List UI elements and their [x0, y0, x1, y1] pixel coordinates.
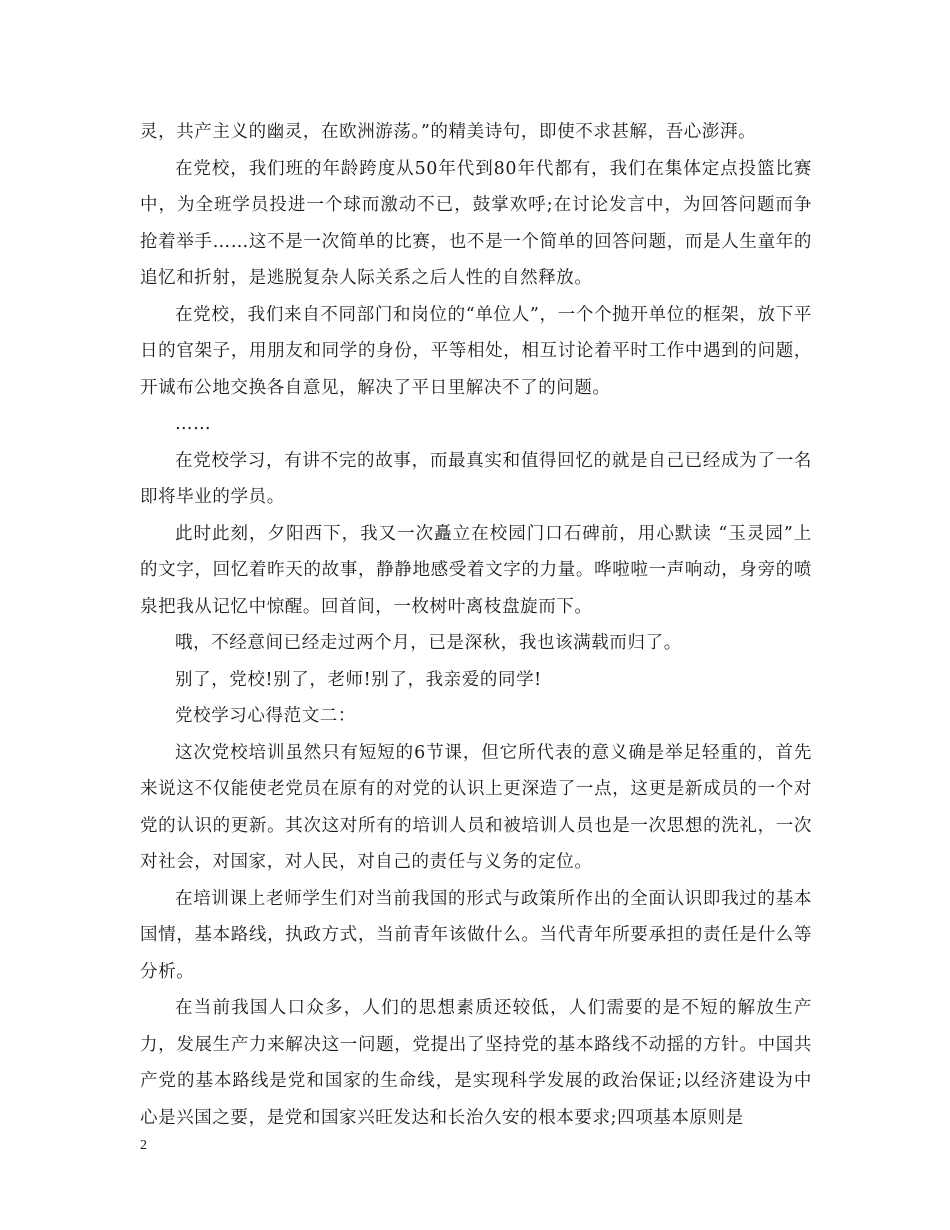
- section-heading: 党校学习心得范文二：: [175, 706, 356, 726]
- paragraph: 在当前我国人口众多，人们的思想素质还较低，人们需要的是不短的解放生产力，发展生产力来解决这一问题，党提出了坚持党的基本路线不动摇的方针。中国共产党的基本路线是党和国家的生命线，是实现科学发展的政治保证;以经济建设为中心是兴国之要，是党和国家兴旺发达和长治久安的根本要求;四项基本原则是: [140, 998, 812, 1128]
- paragraph: 在党校学习，有讲不完的故事，而最真实和值得回忆的就是自己已经成为了一名即将毕业的学员。: [140, 450, 812, 507]
- paragraph: 这次党校培训虽然只有短短的6节课，但它所代表的意义确是举足轻重的，首先来说这不仅能使老党员在原有的对党的认识上更深造了一点，这更是新成员的一个对党的认识的更新。其次这对所有的培训人员和被培训人员也是一次思想的洗礼，一次对社会，对国家，对人民，对自己的责任与义务的定位。: [140, 742, 812, 872]
- paragraph: 别了，党校!别了，老师!别了，我亲爱的同学!: [175, 669, 542, 690]
- paragraph: 哦，不经意间已经走过两个月，已是深秋，我也该满载而归了。: [175, 633, 682, 653]
- paragraph: 在培训课上老师学生们对当前我国的形式与政策所作出的全面认识即我过的基本国情，基本路线，执政方式，当前青年该做什么。当代青年所要承担的责任是什么等分析。: [140, 888, 812, 982]
- paragraph: 此时此刻，夕阳西下，我又一次矗立在校园门口石碑前，用心默读 “玉灵园”上的文字，回忆着昨天的故事，静静地感受着文字的力量。哗啦啦一声响动，身旁的喷泉把我从记忆中惊醒。回首间，一枚树叶离枝盘旋而下。: [140, 523, 812, 617]
- paragraph-continuation: 灵，共产主义的幽灵，在欧洲游荡。”的精美诗句，即使不求甚解，吾心澎湃。: [140, 122, 757, 142]
- document-body: [140, 114, 812, 1136]
- paragraph: 在党校，我们班的年龄跨度从50年代到80年代都有，我们在集体定点投篮比赛中，为全班学员投进一个球而激动不已，鼓掌欢呼;在讨论发言中，为回答问题而争抢着举手……这不是一次简单的比赛，也不是一个简单的回答问题，而是人生童年的追忆和折射，是逃脱复杂人际关系之后人性的自然释放。: [140, 158, 812, 288]
- paragraph: 在党校，我们来自不同部门和岗位的“单位人”，一个个抛开单位的框架，放下平日的官架子，用朋友和同学的身份，平等相处，相互讨论着平时工作中遇到的问题，开诚布公地交换各自意见，解决了平日里解决不了的问题。: [140, 304, 812, 398]
- ellipsis-paragraph: ……: [175, 414, 212, 434]
- page-number: 2: [140, 1138, 147, 1153]
